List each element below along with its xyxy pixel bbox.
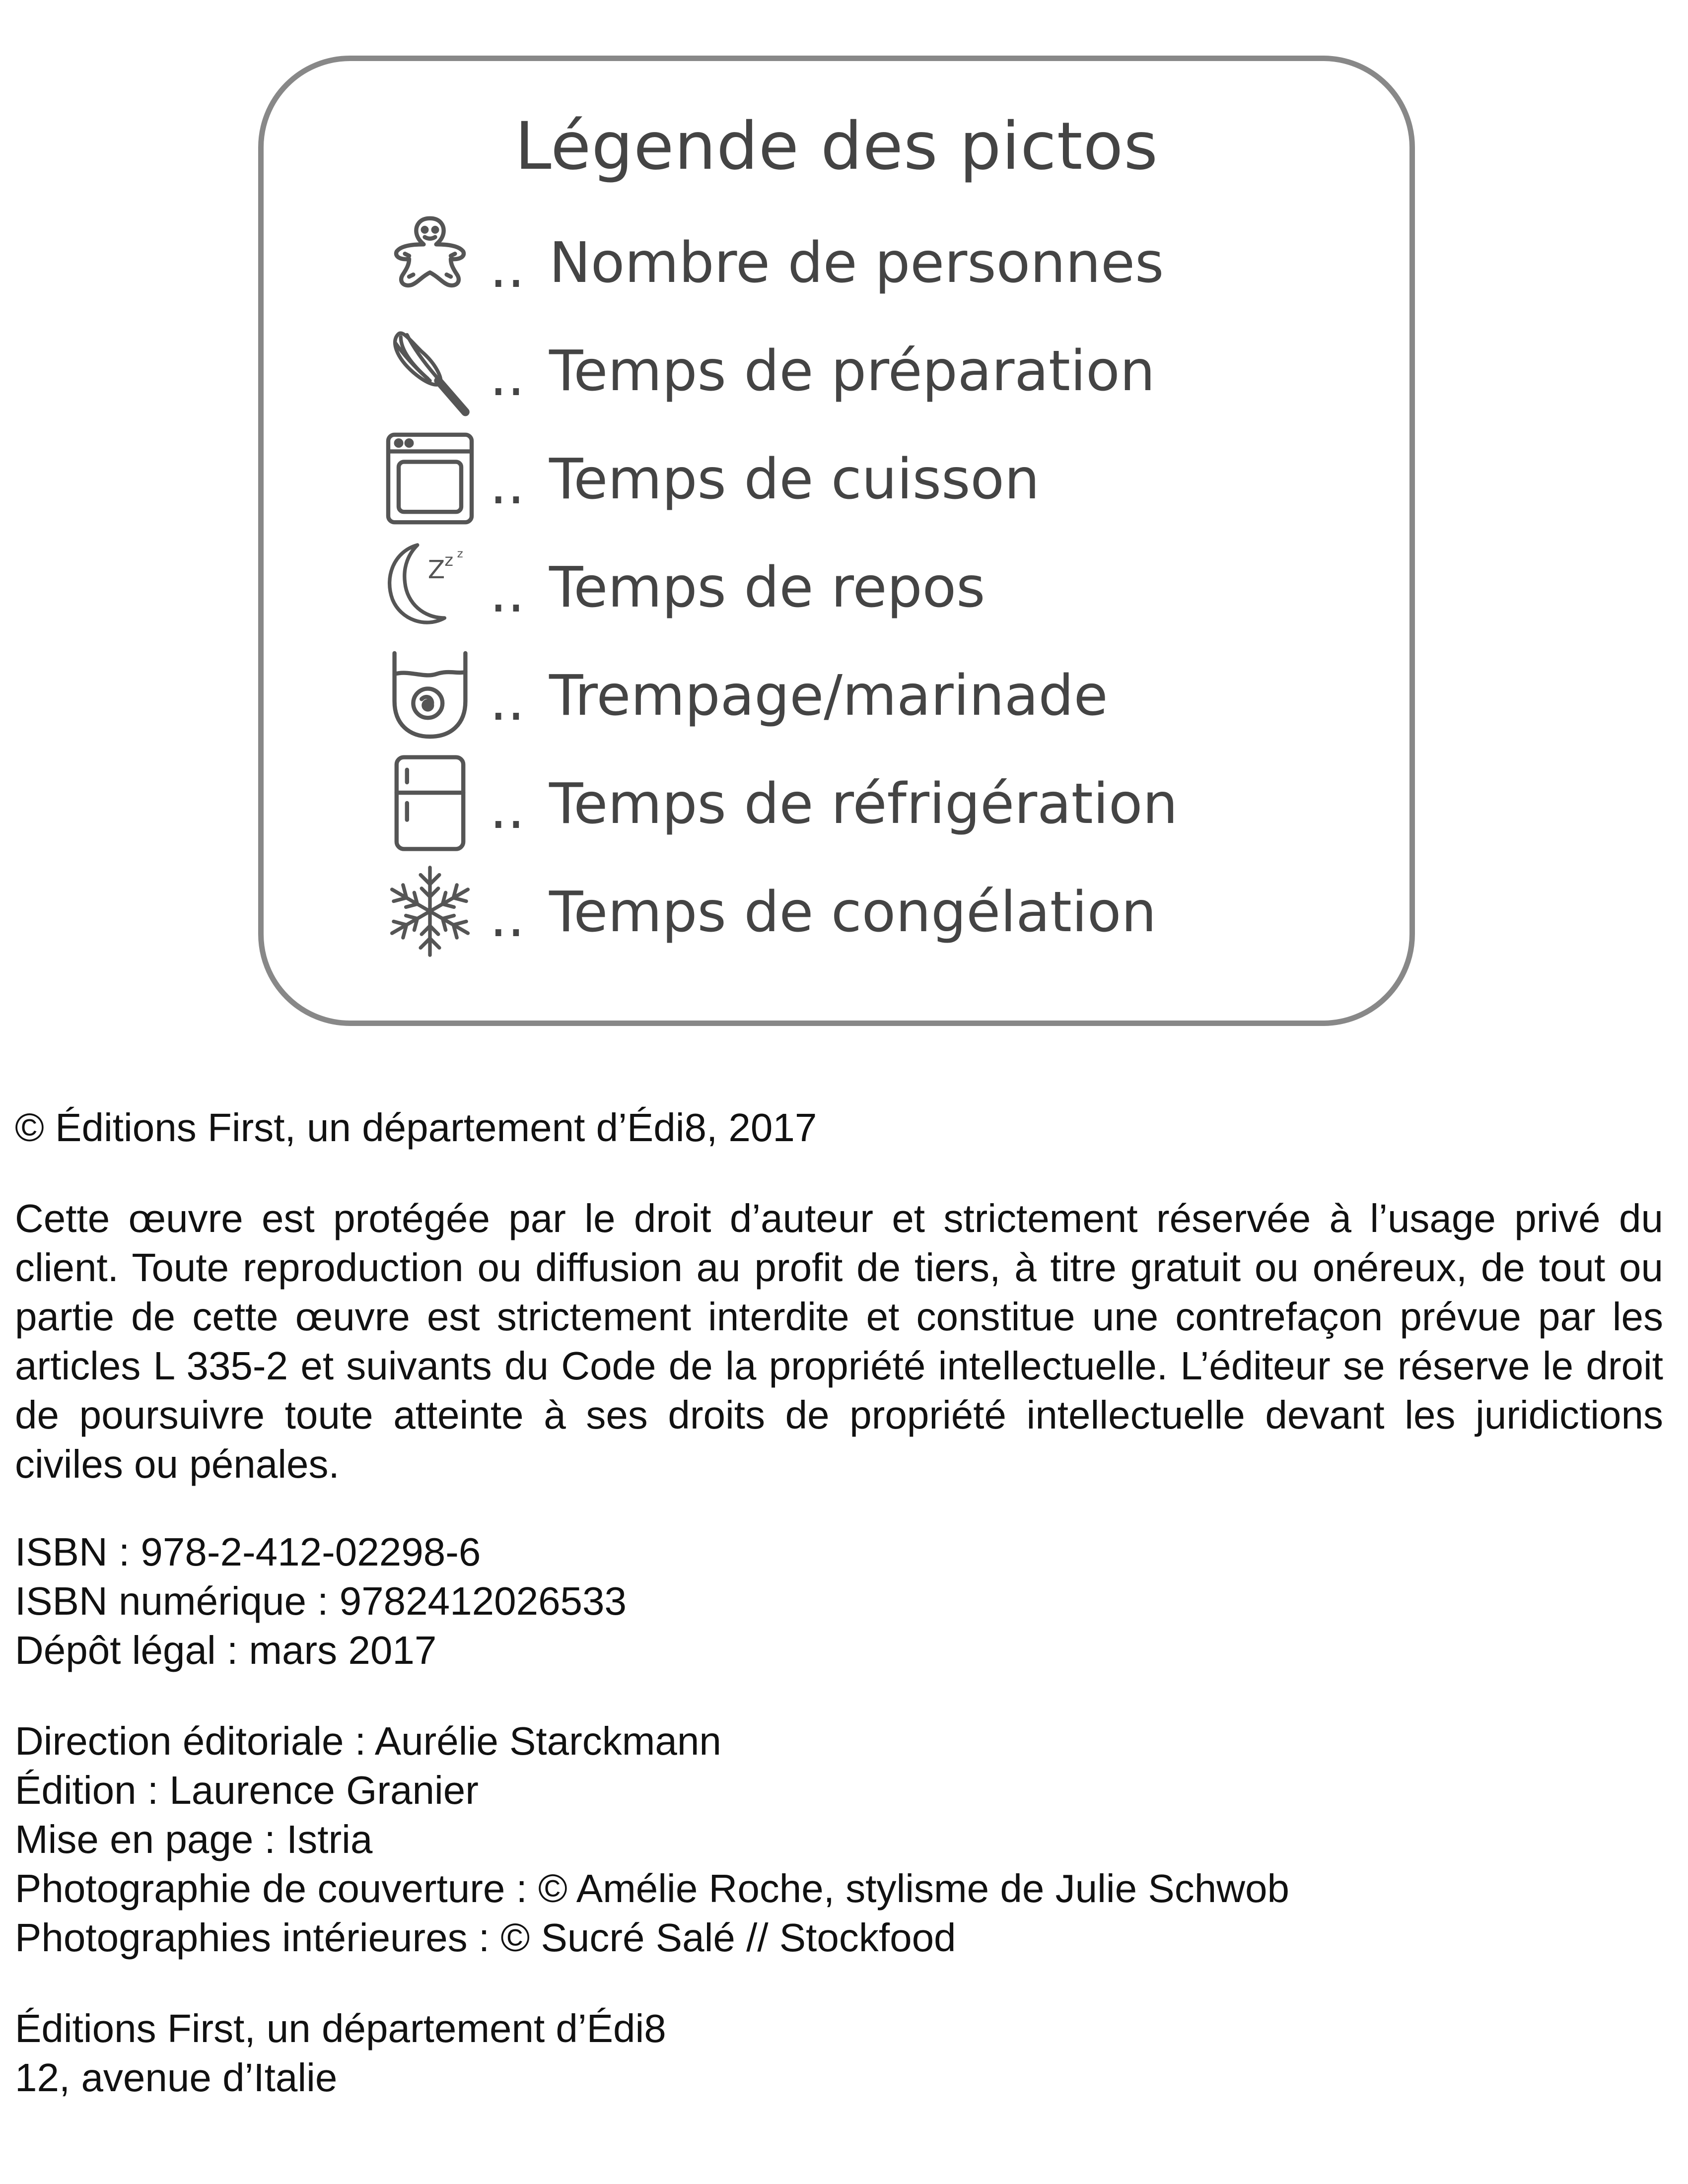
credit-cover-photo: Photographie de couverture : © Amélie Roche, stylisme de Julie Schwob	[15, 1866, 1289, 1911]
legend-dots: ..	[490, 560, 525, 625]
isbn-block	[15, 1527, 1663, 1675]
whisk-icon	[378, 318, 482, 422]
legend-item	[378, 535, 1371, 634]
legend-dots: ..	[490, 452, 525, 517]
credit-interior-photos: Photographies intérieures : © Sucré Salé // Stockfood	[15, 1915, 956, 1960]
legend-item	[378, 210, 1371, 309]
legend-label: Trempage/marinade	[549, 664, 1108, 728]
legend-label: Temps de cuisson	[549, 447, 1040, 512]
copyright-line: © Éditions First, un département d’Édi8, 2017	[15, 1105, 817, 1150]
legend-item	[378, 643, 1371, 742]
refrigerator-icon	[378, 751, 482, 855]
legend-label: Nombre de personnes	[549, 231, 1164, 295]
legal-notice: Cette œuvre est protégée par le droit d’auteur et strictement réservée à l’usage privé du client. Toute reproduction ou diffusion au profit de tiers, à titre gratuit ou onéreux, de tout ou partie de cette œuvre est strictement interdite et constitue une contrefaçon prévue par les articles L 335-2 et suivants du Code de la propriété intellectuelle. L’éditeur se réserve le droit de poursuivre toute atteinte à ses droits de propriété intellectuelle devant les juridictions civiles ou pénales.	[15, 1196, 1663, 1486]
legend-label: Temps de préparation	[549, 339, 1155, 404]
legend-item	[378, 751, 1371, 850]
moon-sleep-icon	[378, 535, 482, 639]
legal-deposit: Dépôt légal : mars 2017	[15, 1628, 437, 1672]
credit-direction: Direction éditoriale : Aurélie Starckmann	[15, 1719, 721, 1763]
legend-label: Temps de congélation	[549, 880, 1157, 945]
svg-text:z: z	[457, 547, 463, 561]
marinade-bowl-icon	[378, 643, 482, 747]
legend-item	[378, 318, 1371, 417]
oven-icon	[378, 426, 482, 531]
credit-edition: Édition : Laurence Granier	[15, 1768, 479, 1812]
legend-box	[258, 56, 1415, 1026]
credits-block	[15, 1716, 1663, 1962]
isbn: ISBN : 978-2-412-02298-6	[15, 1530, 481, 1574]
legend-dots: ..	[490, 669, 525, 733]
isbn-digital: ISBN numérique : 9782412026533	[15, 1579, 627, 1623]
legend-label: Temps de repos	[549, 555, 985, 620]
legend-item	[378, 426, 1371, 526]
svg-text:z: z	[444, 550, 454, 570]
legend-dots: ..	[490, 777, 525, 841]
legend-label: Temps de réfrigération	[549, 772, 1178, 836]
snowflake-icon	[378, 859, 482, 963]
imprint-text	[15, 1103, 1663, 2102]
svg-text:Z: Z	[427, 555, 445, 585]
legend-item	[378, 859, 1371, 958]
legend-dots: ..	[490, 885, 525, 950]
credit-layout: Mise en page : Istria	[15, 1817, 373, 1861]
gingerbread-person-icon	[378, 210, 482, 314]
legend-dots: ..	[490, 344, 525, 409]
publisher-address: 12, avenue d’Italie	[15, 2055, 338, 2100]
legend-dots: ..	[490, 236, 525, 300]
publisher-block	[15, 2004, 1663, 2102]
publisher-name: Éditions First, un département d’Édi8	[15, 2006, 666, 2050]
legend-title: Légende des pictos	[514, 108, 1159, 185]
